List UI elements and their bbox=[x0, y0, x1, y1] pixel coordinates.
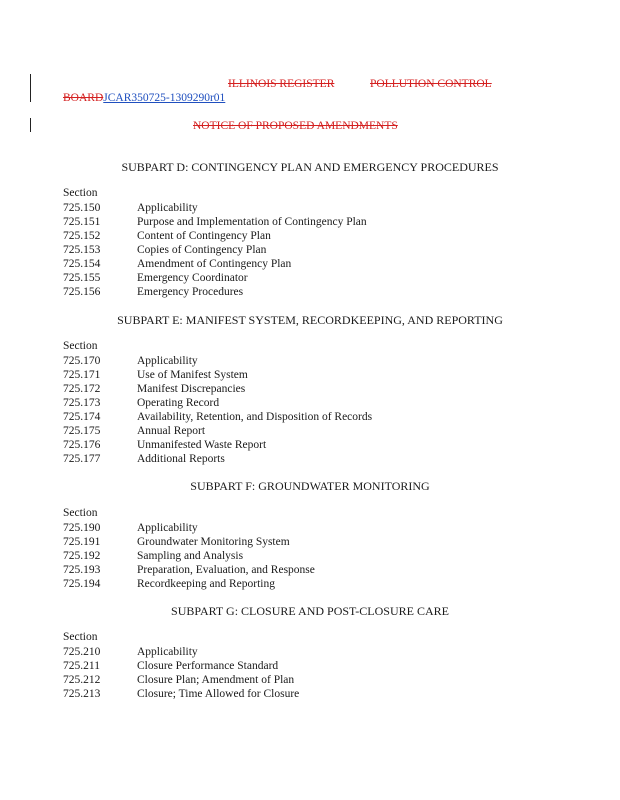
section-title: Preparation, Evaluation, and Response bbox=[137, 564, 315, 576]
section-title: Applicability bbox=[137, 202, 198, 214]
board-title-part1: POLLUTION CONTROL bbox=[370, 78, 492, 90]
section-row bbox=[63, 521, 198, 535]
section-title: Annual Report bbox=[137, 425, 206, 437]
section-row bbox=[63, 535, 290, 549]
notice-title: NOTICE OF PROPOSED AMENDMENTS bbox=[193, 120, 398, 132]
section-title: Groundwater Monitoring System bbox=[137, 536, 290, 548]
section-number: 725.150 bbox=[63, 202, 101, 214]
section-title: Closure Plan; Amendment of Plan bbox=[137, 674, 295, 686]
section-label: Section bbox=[63, 187, 98, 199]
section-row bbox=[63, 201, 198, 215]
section-number: 725.175 bbox=[63, 425, 101, 437]
section-row bbox=[63, 410, 372, 424]
section-number: 725.211 bbox=[63, 660, 100, 672]
section-number: 725.213 bbox=[63, 688, 101, 700]
section-title: Recordkeeping and Reporting bbox=[137, 578, 275, 590]
section-title: Closure Performance Standard bbox=[137, 660, 279, 672]
section-number: 725.156 bbox=[63, 286, 101, 298]
section-row bbox=[63, 438, 266, 452]
section-number: 725.191 bbox=[63, 536, 101, 548]
section-number: 725.151 bbox=[63, 216, 101, 228]
section-title: Manifest Discrepancies bbox=[137, 383, 246, 395]
section-label: Section bbox=[63, 631, 98, 643]
section-label: Section bbox=[63, 507, 98, 519]
section-title: Content of Contingency Plan bbox=[137, 230, 271, 242]
section-title: Additional Reports bbox=[137, 453, 225, 465]
section-row bbox=[63, 659, 278, 673]
section-title: Emergency Coordinator bbox=[137, 272, 248, 284]
section-row bbox=[63, 368, 248, 382]
section-title: Closure; Time Allowed for Closure bbox=[137, 688, 300, 700]
section-title: Copies of Contingency Plan bbox=[137, 244, 267, 256]
section-row bbox=[63, 354, 198, 368]
section-number: 725.174 bbox=[63, 411, 101, 423]
section-row bbox=[63, 229, 271, 243]
subpart-heading: SUBPART E: MANIFEST SYSTEM, RECORDKEEPING, AND REPORTING bbox=[117, 313, 503, 327]
section-row bbox=[63, 396, 219, 410]
section-title: Availability, Retention, and Disposition of Records bbox=[137, 411, 373, 423]
section-row bbox=[63, 645, 198, 659]
section-number: 725.154 bbox=[63, 258, 101, 270]
section-number: 725.155 bbox=[63, 272, 101, 284]
section-number: 725.173 bbox=[63, 397, 101, 409]
section-title: Sampling and Analysis bbox=[137, 550, 244, 562]
section-number: 725.152 bbox=[63, 230, 101, 242]
section-row bbox=[63, 271, 248, 285]
section-title: Applicability bbox=[137, 646, 198, 658]
section-number: 725.172 bbox=[63, 383, 101, 395]
subpart-heading: SUBPART G: CLOSURE AND POST-CLOSURE CARE bbox=[171, 604, 449, 618]
section-title: Use of Manifest System bbox=[137, 369, 248, 381]
section-title: Emergency Procedures bbox=[137, 286, 244, 298]
board-jcar-line bbox=[63, 92, 225, 104]
section-number: 725.170 bbox=[63, 355, 101, 367]
register-title: ILLINOIS REGISTER bbox=[228, 78, 335, 90]
section-row bbox=[63, 577, 275, 591]
revision-bar bbox=[30, 74, 31, 102]
section-title: Purpose and Implementation of Contingency Plan bbox=[137, 216, 367, 228]
section-title: Amendment of Contingency Plan bbox=[137, 258, 292, 270]
section-row bbox=[63, 382, 245, 396]
subpart-heading: SUBPART D: CONTINGENCY PLAN AND EMERGENCY PROCEDURES bbox=[121, 160, 499, 174]
section-number: 725.153 bbox=[63, 244, 101, 256]
section-title: Applicability bbox=[137, 522, 198, 534]
section-number: 725.171 bbox=[63, 369, 101, 381]
section-row bbox=[63, 285, 243, 299]
section-row bbox=[63, 257, 291, 271]
revision-bar bbox=[30, 118, 31, 132]
section-row bbox=[63, 424, 205, 438]
section-row bbox=[63, 673, 294, 687]
section-title: Operating Record bbox=[137, 397, 220, 409]
section-row bbox=[63, 687, 299, 701]
section-title: Applicability bbox=[137, 355, 198, 367]
section-number: 725.176 bbox=[63, 439, 101, 451]
section-number: 725.177 bbox=[63, 453, 101, 465]
section-title: Unmanifested Waste Report bbox=[137, 439, 267, 451]
section-number: 725.190 bbox=[63, 522, 101, 534]
section-row bbox=[63, 215, 367, 229]
subpart-heading: SUBPART F: GROUNDWATER MONITORING bbox=[190, 479, 430, 493]
board-title-part2: BOARD bbox=[63, 92, 104, 104]
section-number: 725.210 bbox=[63, 646, 101, 658]
section-row bbox=[63, 563, 315, 577]
section-label: Section bbox=[63, 340, 98, 352]
section-number: 725.193 bbox=[63, 564, 101, 576]
section-row bbox=[63, 243, 266, 257]
section-number: 725.212 bbox=[63, 674, 101, 686]
section-number: 725.194 bbox=[63, 578, 101, 590]
jcar-code: JCAR350725-1309290r01 bbox=[103, 92, 226, 104]
section-row bbox=[63, 452, 225, 466]
section-number: 725.192 bbox=[63, 550, 101, 562]
section-row bbox=[63, 549, 243, 563]
